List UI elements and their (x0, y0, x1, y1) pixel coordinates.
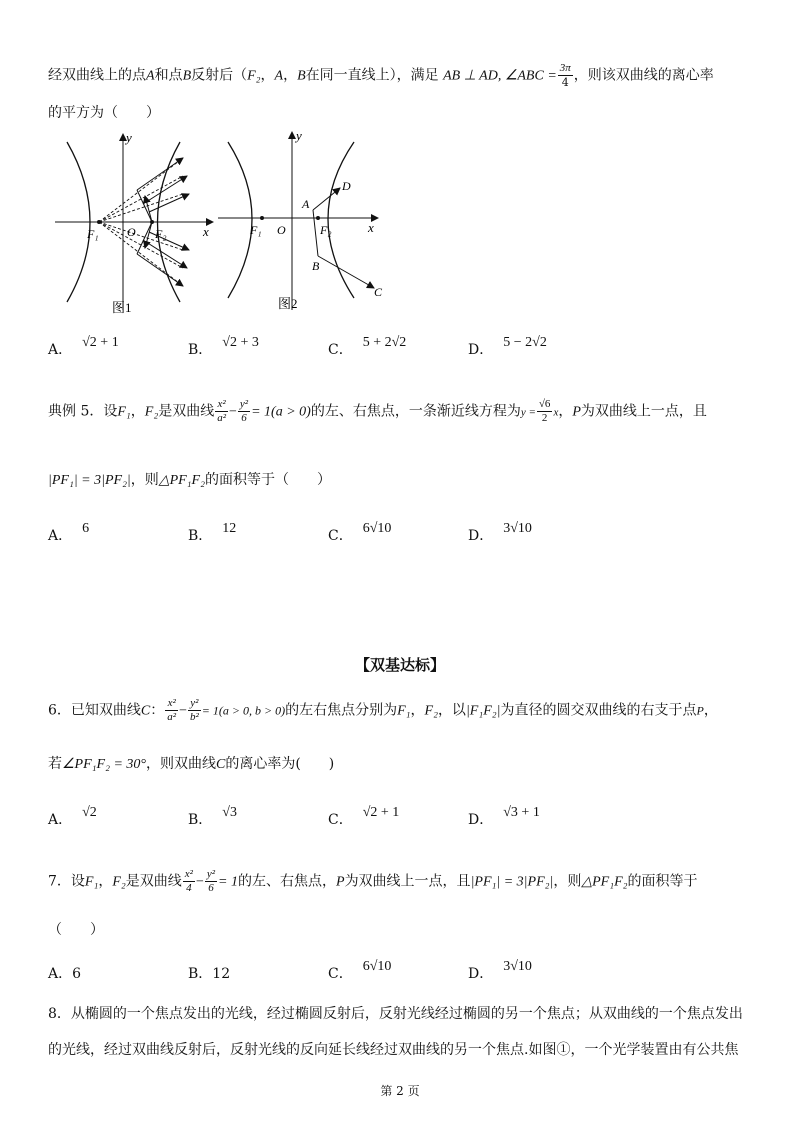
q5-text: 典例 5．设 (48, 403, 118, 420)
option-letter: C． (328, 528, 353, 544)
fraction-3pi-4 (558, 62, 573, 89)
focus-F1: F₁ (84, 874, 99, 890)
point-A: A (274, 68, 284, 84)
option-A: A．6 (48, 966, 82, 982)
q7-condition: |PF₁| = 3|PF₂| (470, 874, 554, 890)
q4-line1 (48, 62, 714, 89)
focus-F1: F₁ (117, 404, 131, 420)
q4-text: ，则该双曲线的离心率 (573, 67, 714, 84)
option-D (468, 335, 547, 361)
section-title: 【双基达标】 (354, 656, 445, 674)
focus-F2-dot (150, 220, 154, 224)
q4-condition: AB ⊥ AD, ∠ABC = (443, 68, 557, 84)
triangle-PF1F2: △PF₁F₂ (581, 874, 628, 890)
option-value: 3√10 (503, 521, 532, 536)
option-letter: B． (188, 528, 213, 544)
figure-1 (55, 130, 225, 315)
ray-BC (318, 256, 374, 288)
q8-line2: 的光线，经过双曲线反射后，反射光线的反向延长线经过双曲线的另一个焦点.如图①，一个光学装置由有公共焦 (48, 1042, 739, 1058)
option-C (328, 805, 400, 831)
angle-condition: ∠PF₁F₂ = 30° (62, 757, 146, 772)
q6-text: 的左右焦点分别为 (285, 702, 398, 719)
option-value: 3√10 (503, 959, 532, 974)
minus-sign: − (229, 404, 237, 420)
focus-F2: F₂ (424, 703, 438, 719)
F2-label: F₂ (320, 223, 332, 237)
fraction-denominator: 4 (561, 76, 569, 89)
asymptote-x: x (553, 406, 559, 419)
figure-1-caption: 图1 (112, 300, 132, 315)
q4-text: ， (260, 67, 275, 84)
A-label: A (302, 197, 310, 211)
q7-text: ，则 (553, 873, 582, 890)
option-C (328, 521, 392, 547)
option-C (328, 959, 392, 985)
q7-line1 (48, 868, 698, 895)
q5-text: 的左、右焦点，一条渐近线方程为 (310, 403, 521, 420)
q6-text: ， (410, 702, 425, 719)
q6-text: 6．已知双曲线 (48, 702, 141, 719)
figure-2-caption: 图2 (278, 296, 298, 311)
F1-label: F₁ (250, 223, 262, 237)
F1-label: F₁ (87, 227, 99, 241)
q6-text: ，以 (437, 702, 466, 719)
fraction-y2-6 (205, 868, 217, 895)
point-A: A (146, 68, 155, 84)
focus-F1: F₁ (397, 703, 411, 719)
fraction-numerator: y² (188, 697, 201, 711)
q4-text: 和点 (154, 67, 183, 84)
page-number: 第 2 页 (380, 1084, 420, 1098)
q6-text: 的离心率为( ) (225, 756, 335, 772)
focus-F2: F₂ (144, 404, 159, 420)
focus-F2-dot (316, 216, 320, 220)
q4-text: ， (283, 67, 298, 84)
q5-text: ， (130, 403, 145, 420)
q6-text: 若 (48, 756, 62, 772)
option-value: √3 + 1 (503, 805, 540, 820)
q4-text: 反射后（ (191, 67, 248, 84)
fraction-y2-b2 (188, 697, 201, 724)
option-letter: D． (468, 528, 494, 544)
option-A (48, 521, 90, 547)
O-label: O (277, 223, 286, 237)
fraction-numerator: √6 (538, 398, 551, 410)
point-B: B (297, 68, 306, 84)
fraction-denominator: b² (189, 711, 199, 723)
option-letter: D． (468, 342, 494, 358)
fraction-y2-6 (238, 398, 250, 425)
option-C (328, 335, 407, 361)
fraction-numerator: 3π (559, 62, 571, 74)
O-label: O (127, 225, 136, 239)
fraction-numerator: x² (165, 697, 178, 711)
option-value: 6√10 (362, 521, 392, 536)
q4-line2: 的平方为（ ） (48, 105, 160, 121)
option-B: B．12 (188, 966, 231, 982)
x-label: x (368, 220, 374, 235)
option-value: 6√10 (362, 959, 392, 974)
option-D (468, 805, 540, 831)
q7-text: 的左、右焦点， (238, 873, 336, 890)
point-P: P (696, 703, 704, 718)
option-letter: C． (328, 812, 353, 828)
fraction-numerator: x² (215, 398, 228, 412)
q5-text: ，则 (130, 472, 159, 488)
curve-C: C (140, 703, 151, 719)
option-letter: C． (328, 966, 353, 982)
option-letter: A． (48, 812, 73, 828)
option-B (188, 335, 259, 361)
q7-text: 的面积等于 (627, 873, 698, 890)
q5-text: 的面积等于（ ） (204, 472, 331, 488)
fraction-numerator: y² (239, 398, 249, 410)
B-label: B (312, 259, 320, 273)
q7-text: 为双曲线上一点，且 (344, 873, 471, 890)
equation-rest: = 1(a > 0, b > 0) (201, 703, 286, 718)
option-D (468, 521, 532, 547)
q7-text: ， (98, 873, 113, 890)
option-letter: C． (328, 342, 353, 358)
option-letter: A． (48, 342, 73, 358)
fraction-denominator: 6 (241, 412, 247, 424)
q8-line1: 8．从椭圆的一个焦点发出的光线，经过椭圆反射后，反射光线经过椭圆的另一个焦点；从双曲线的一个焦点发出 (48, 1006, 743, 1022)
ray-AD (313, 188, 340, 210)
focus-F1-dot (97, 220, 101, 224)
option-B (188, 805, 237, 831)
fraction-numerator: x² (184, 868, 193, 880)
point-P: P (572, 404, 581, 420)
option-value: √2 (82, 805, 97, 820)
figure-2 (214, 130, 394, 315)
option-letter: D． (468, 966, 494, 982)
curve-C: C (216, 757, 226, 772)
fraction-x2-4 (183, 868, 195, 895)
fraction-denominator: 2 (541, 412, 548, 424)
y-label: y (126, 130, 132, 145)
fraction-x2-a2 (165, 697, 178, 724)
focus-F1-dot (260, 216, 264, 220)
q5-line1 (48, 398, 707, 425)
hyperbola-left-branch (228, 142, 252, 298)
point-P: P (336, 874, 345, 890)
equation-rest: = 1 (218, 874, 238, 890)
fraction-denominator: 6 (208, 882, 214, 894)
q5-condition: |PF₁| = 3|PF₂| (48, 473, 131, 488)
fraction-x2-a2 (215, 398, 228, 425)
q7-line2: （ ） (48, 922, 104, 938)
q7-text: 7．设 (48, 873, 85, 890)
q6-line1 (48, 697, 718, 724)
option-letter: B． (188, 812, 213, 828)
q6-text: ，则双曲线 (146, 756, 216, 772)
q6-text: ： (150, 702, 165, 719)
focus-F2: F₂ (247, 68, 261, 84)
triangle-PF1F2: △PF₁F₂ (158, 473, 205, 488)
q5-line2 (48, 470, 331, 491)
q4-text: 在同一直线上），满足 (305, 67, 439, 84)
fraction-sqrt6-2 (537, 398, 553, 425)
option-value: 5 − 2√2 (503, 335, 547, 350)
y-label: y (296, 130, 302, 143)
q6-text: ， (703, 702, 718, 719)
D-label: D (342, 179, 351, 193)
option-letter: D． (468, 812, 494, 828)
asymptote-lhs: y = (520, 406, 536, 419)
fraction-numerator: y² (206, 868, 216, 880)
distance-F1F2: |F₁F₂| (465, 703, 501, 719)
point-B: B (182, 68, 192, 84)
option-value: 5 + 2√2 (362, 335, 407, 350)
option-value: 6 (82, 521, 90, 536)
option-B (188, 521, 237, 547)
option-value: √3 (222, 805, 237, 820)
q4-text: 经双曲线上的点 (48, 67, 146, 84)
option-value: √2 + 1 (362, 805, 400, 820)
q6-text: 为直径的圆交双曲线的右支于点 (500, 702, 697, 719)
fraction-denominator: 4 (186, 882, 192, 894)
minus-sign: − (179, 703, 187, 719)
option-value: √2 + 3 (222, 335, 259, 350)
C-label: C (374, 285, 383, 299)
q5-text: ， (558, 403, 573, 420)
option-A (48, 335, 119, 361)
fraction-denominator: a² (217, 412, 227, 424)
option-letter: B． (188, 342, 213, 358)
option-letter: A． (48, 528, 73, 544)
fraction-denominator: a² (167, 711, 177, 723)
F2-label: F₂ (155, 227, 167, 241)
option-value: 12 (222, 521, 237, 536)
option-value: √2 + 1 (82, 335, 119, 350)
focus-F2: F₂ (112, 874, 126, 890)
option-D (468, 959, 532, 985)
q5-text: 是双曲线 (158, 403, 215, 420)
option-A (48, 805, 97, 831)
minus-sign: − (195, 874, 204, 890)
q5-text: 为双曲线上一点，且 (580, 403, 707, 420)
q7-text: 是双曲线 (125, 873, 182, 890)
equation-rest: = 1(a > 0) (251, 404, 311, 420)
q6-line2 (48, 754, 334, 775)
x-label: x (203, 224, 209, 239)
